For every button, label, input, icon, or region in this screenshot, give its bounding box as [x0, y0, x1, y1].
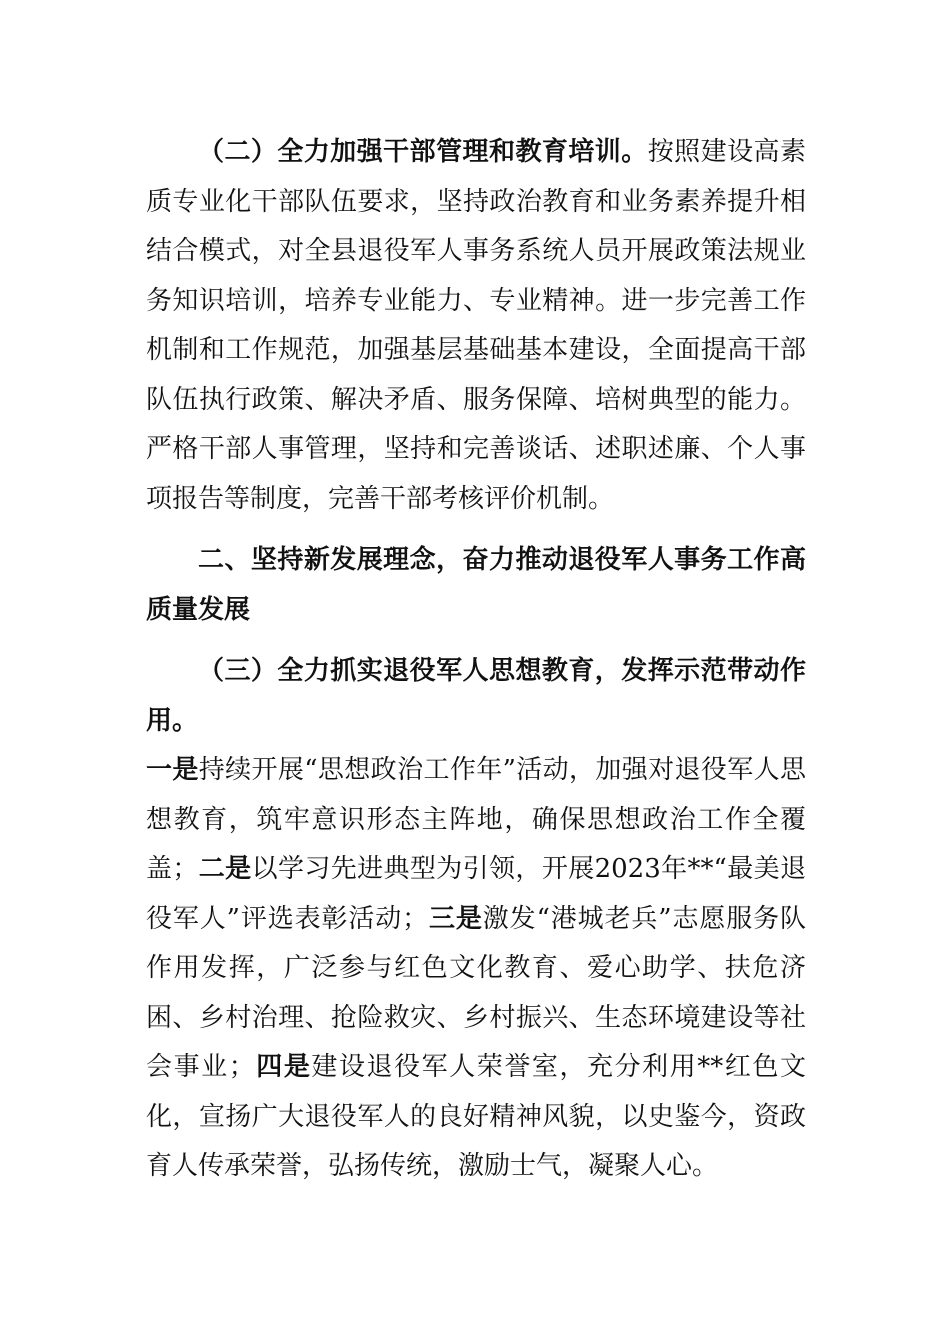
- paragraph-heading: （二）全力加强干部管理和教育培训。: [198, 137, 648, 167]
- section-heading-2: [146, 536, 806, 635]
- item-text-3: 激发“港城老兵”志愿服务队作用发挥，广泛参与红色文化教育、爱心助学、扶危济困、乡村治理、抢险救灾、乡村振兴、生态环境建设等社会事业；: [146, 903, 806, 1082]
- section-heading-text: 二、坚持新发展理念，奋力推动退役军人事务工作高质量发展: [146, 545, 806, 625]
- item-label-1: 一是: [146, 755, 199, 785]
- item-text-1: 持续开展“思想政治工作年”活动，加强对退役军人思想教育，筑牢意识形态主阵地，确保思想政治工作全覆盖；: [146, 755, 806, 884]
- paragraph-cadre-training: [146, 128, 806, 524]
- paragraph-text: 按照建设高素质专业化干部队伍要求，坚持政治教育和业务素养提升相结合模式，对全县退役军人事务系统人员开展政策法规业务知识培训，培养专业能力、专业精神。进一步完善工作机制和工作规范，加强基层基础基本建设，全面提高干部队伍执行政策、解决矛盾、服务保障、培树典型的能力。严格干部人事管理，坚持和完善谈话、述职述廉、个人事项报告等制度，完善干部考核评价机制。: [146, 137, 806, 514]
- item-label-4: 四是: [254, 1052, 312, 1082]
- paragraph-heading: （三）全力抓实退役军人思想教育，发挥示范带动作用。: [146, 656, 806, 736]
- paragraph-ideological-education: [146, 647, 806, 1192]
- document-body: [146, 128, 806, 1192]
- item-text-4: 建设退役军人荣誉室，充分利用**红色文化，宣扬广大退役军人的良好精神风貌，以史鉴今，资政育人传承荣誉，弘扬传统，激励士气，凝聚人心。: [146, 1052, 806, 1181]
- item-label-3: 三是: [428, 903, 483, 934]
- item-label-2: 二是: [198, 854, 252, 884]
- item-text-2: 以学习先进典型为引领，开展2023年**“最美退役军人”评选表彰活动；: [146, 854, 806, 934]
